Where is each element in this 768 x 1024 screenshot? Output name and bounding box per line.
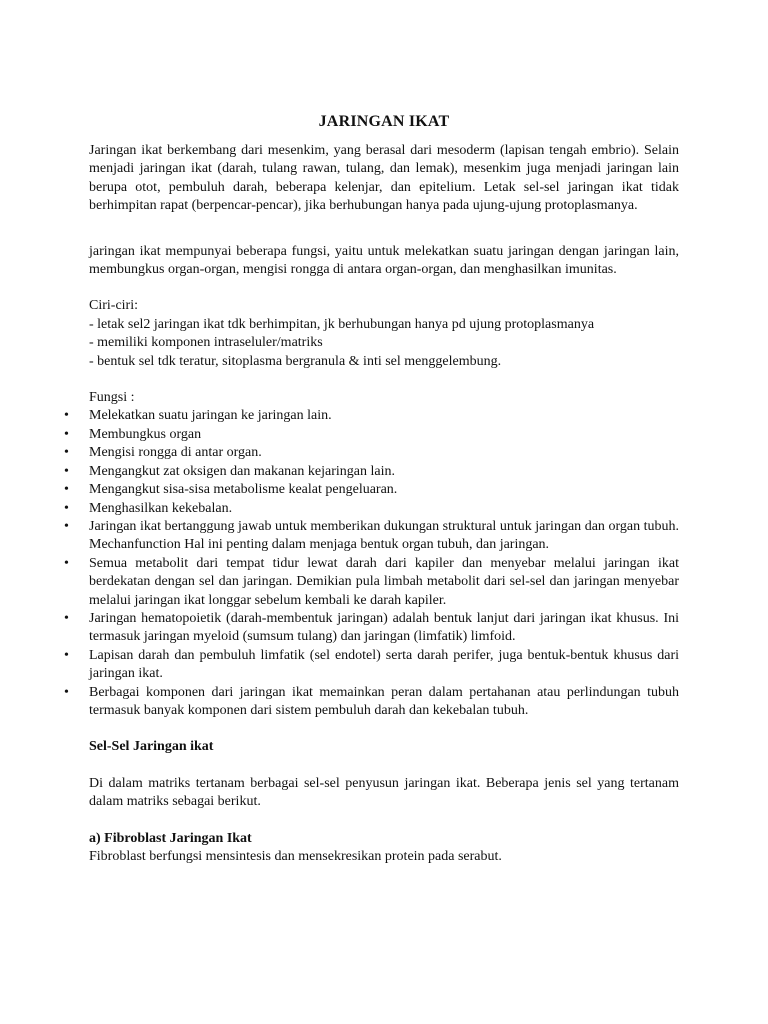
fungsi-item-text: Berbagai komponen dari jaringan ikat memainkan peran dalam pertahanan atau perlindungan tubuh termasuk banyak komponen dari sistem pembuluh darah dan kekebalan tubuh. [89, 684, 679, 718]
bullet-icon: • [64, 518, 69, 534]
bullet-icon: • [64, 426, 69, 442]
fungsi-heading: Fungsi : [89, 390, 135, 406]
bullet-icon: • [64, 684, 69, 700]
fungsi-list-item [64, 500, 679, 518]
bullet-icon: • [64, 482, 69, 498]
fungsi-list-item [64, 444, 679, 462]
bullet-icon: • [64, 408, 69, 424]
fungsi-list-item [64, 463, 679, 481]
function-paragraph: jaringan ikat mempunyai beberapa fungsi, yaitu untuk melekatkan suatu jaringan dengan jaringan lain, membungkus organ-organ, mengisi rongga di antara organ-organ, dan menghasilkan imunitas. [89, 243, 679, 278]
fungsi-item-text: Menghasilkan kekebalan. [89, 500, 233, 516]
fibroblast-text: Fibroblast berfungsi mensintesis dan mensekresikan protein pada serabut. [89, 849, 502, 864]
fungsi-list-item [64, 555, 679, 610]
document-title: JARINGAN IKAT [318, 113, 450, 130]
document-page [64, 112, 679, 866]
fungsi-item-text: Mengangkut zat oksigen dan makanan kejaringan lain. [89, 463, 395, 479]
fungsi-list [64, 407, 679, 720]
bullet-icon: • [64, 500, 69, 516]
sel-section-heading: Sel-Sel Jaringan ikat [89, 739, 214, 755]
ciri-heading: Ciri-ciri: [89, 298, 138, 314]
bullet-icon: • [64, 445, 69, 461]
fungsi-item-text: Melekatkan suatu jaringan ke jaringan lain. [89, 408, 332, 424]
paragraph-gap [89, 720, 679, 738]
bullet-icon: • [64, 610, 69, 626]
paragraph-gap [89, 216, 679, 243]
sel-section [89, 738, 679, 866]
fungsi-list-item [64, 481, 679, 499]
fungsi-section [64, 389, 679, 720]
ciri-item: - memiliki komponen intraseluler/matriks [89, 335, 323, 351]
fungsi-item-text: Mengisi rongga di antar organ. [89, 445, 262, 461]
paragraph-gap [89, 757, 679, 775]
ciri-item: - bentuk sel tdk teratur, sitoplasma bergranula & inti sel menggelembung. [89, 353, 502, 369]
ciri-section [89, 297, 679, 371]
fungsi-list-item [64, 518, 679, 555]
fungsi-list-item [64, 610, 679, 647]
fibroblast-heading: a) Fibroblast Jaringan Ikat [89, 830, 252, 846]
bullet-icon: • [64, 463, 69, 479]
sel-section-paragraph: Di dalam matriks tertanam berbagai sel-sel penyusun jaringan ikat. Beberapa jenis sel yang tertanam dalam matriks sebagai berikut. [89, 775, 679, 810]
paragraph-gap [89, 812, 679, 830]
bullet-icon: • [64, 555, 69, 571]
paragraph-gap [89, 279, 679, 297]
fungsi-list-item [64, 426, 679, 444]
fungsi-item-text: Mengangkut sisa-sisa metabolisme kealat pengeluaran. [89, 482, 398, 498]
fungsi-list-item [64, 684, 679, 721]
paragraph-gap [89, 371, 679, 389]
fungsi-item-text: Lapisan darah dan pembuluh limfatik (sel endotel) serta darah perifer, juga bentuk-bentuk khusus dari jaringan ikat. [89, 647, 679, 682]
fungsi-item-text: Jaringan hematopoietik (darah-membentuk jaringan) adalah bentuk lanjut dari jaringan ikat khusus. Ini termasuk jaringan myeloid (sumsum tulang) dan jaringan (limfatik) limfoid. [89, 610, 679, 645]
fungsi-list-item [64, 407, 679, 425]
bullet-icon: • [64, 647, 69, 663]
fungsi-item-text: Semua metabolit dari tempat tidur lewat darah dari kapiler dan menyebar melalui jaringan ikat berdekatan dengan sel dan jaringan. Demikian pula limbah metabolit dari sel-sel dan jaringan menyebar melalui jaringan ikat longgar sebelum kembali ke darah kapiler. [89, 555, 679, 608]
fungsi-item-text: Membungkus organ [89, 426, 202, 442]
intro-paragraph: Jaringan ikat berkembang dari mesenkim, yang berasal dari mesoderm (lapisan tengah embrio). Selain menjadi jaringan ikat (darah, tulang rawan, tulang, dan lemak), mesenkim juga menjadi jaringan lain berupa otot, pembuluh darah, beberapa kelenjar, dan epitelium. Letak sel-sel jaringan ikat tidak berhimpitan rapat (berpencar-pencar), jika berhubungan hanya pada ujung-ujung protoplasmanya. [89, 143, 679, 214]
fungsi-list-item [64, 647, 679, 684]
fungsi-item-text: Jaringan ikat bertanggung jawab untuk memberikan dukungan struktural untuk jaringan dan organ tubuh. Mechanfunction Hal ini penting dalam menjaga bentuk organ tubuh, dan jaringan. [89, 518, 679, 553]
ciri-item: - letak sel2 jaringan ikat tdk berhimpitan, jk berhubungan hanya pd ujung protoplasmanya [89, 316, 595, 332]
